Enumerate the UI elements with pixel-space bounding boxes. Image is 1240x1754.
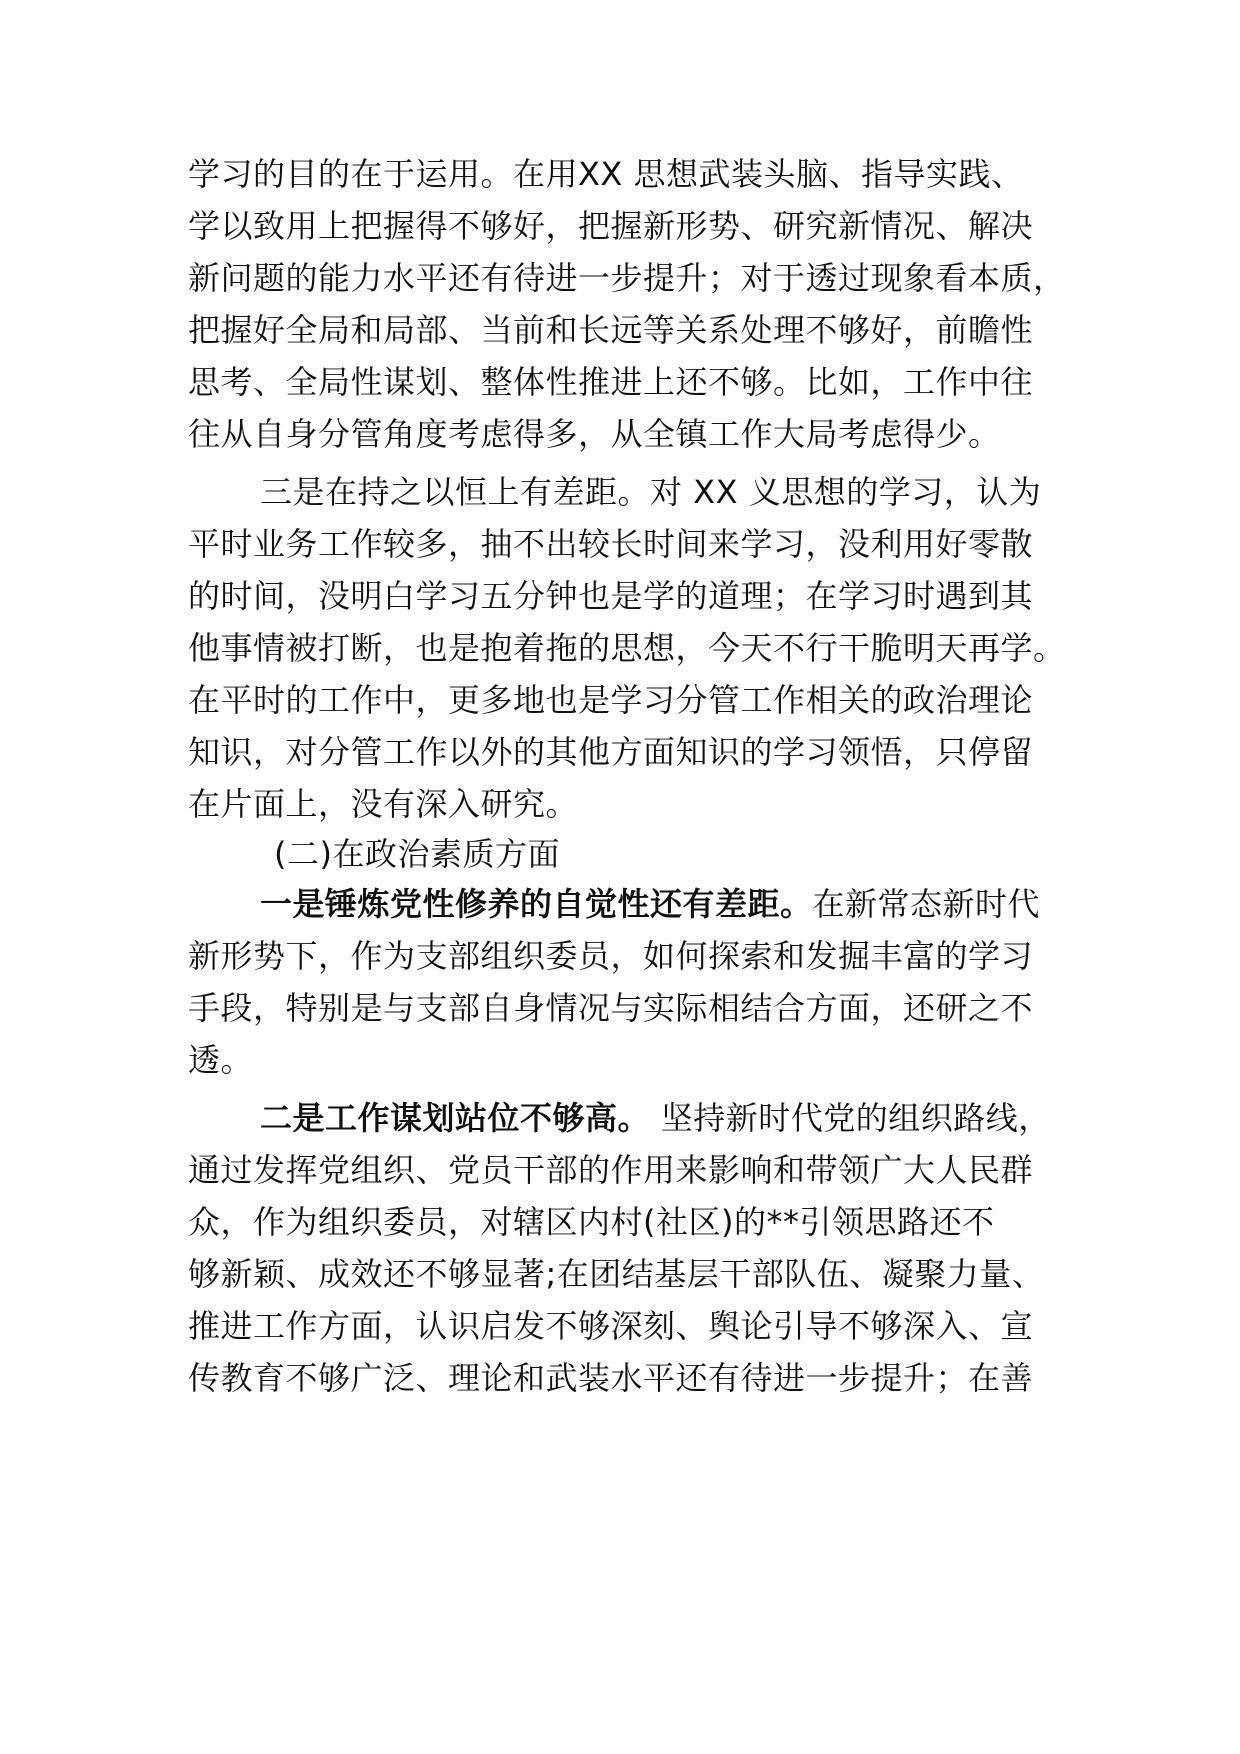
paragraph-line-rest: 坚持新时代党的组织路线，	[650, 1099, 1051, 1137]
document-body	[188, 155, 1068, 1397]
paragraph-line: 众，作为组织委员，对辖区内村(社区)的**引领思路还不	[188, 1203, 995, 1241]
paragraph-line: 思考、全局性谋划、整体性推进上还不够。比如，工作中往	[188, 363, 1034, 401]
paragraph-line: 推进工作方面，认识启发不够深刻、舆论引导不够深入、宣	[188, 1307, 1034, 1345]
paragraph-line: 在平时的工作中，更多地也是学习分管工作相关的政治理论	[188, 681, 1034, 719]
paragraph-line: 新形势下，作为支部组织委员，如何探索和发掘丰富的学习	[188, 937, 1034, 975]
paragraph-line: 学习的目的在于运用。在用XX 思想武装头脑、指导实践、	[188, 155, 1024, 193]
paragraph-line: 往从自身分管角度考虑得多，从全镇工作大局考虑得少。	[188, 415, 1001, 453]
paragraph-line: 他事情被打断，也是抱着拖的思想，今天不行干脆明天再学。	[188, 629, 1066, 667]
paragraph-line: 的时间，没明白学习五分钟也是学的道理；在学习时遇到其	[188, 577, 1034, 615]
paragraph-1	[188, 155, 1068, 453]
paragraph-lead: 二是工作谋划站位不够高。	[260, 1099, 651, 1137]
paragraph-first-line	[188, 885, 1068, 923]
section-heading-text: (二)在政治素质方面	[274, 835, 560, 873]
paragraph-4	[188, 1099, 1068, 1397]
paragraph-line: 传教育不够广泛、理论和武装水平还有待进一步提升；在善	[188, 1359, 1034, 1397]
paragraph-line: 手段，特别是与支部自身情况与实际相结合方面，还研之不	[188, 989, 1034, 1027]
paragraph-line-rest: 在新常态新时代	[812, 885, 1041, 923]
paragraph-line: 在片面上，没有深入研究。	[188, 785, 579, 823]
paragraph-line: 够新颖、成效还不够显著;在团结基层干部队伍、凝聚力量、	[188, 1255, 1045, 1293]
paragraph-line: 透。	[188, 1041, 254, 1079]
paragraph-line: 通过发挥党组织、党员干部的作用来影响和带领广大人民群	[188, 1151, 1034, 1189]
paragraph-2	[188, 473, 1068, 823]
paragraph-line: 把握好全局和局部、当前和长远等关系处理不够好，前瞻性	[188, 311, 1034, 349]
paragraph-lead: 一是锤炼党性修养的自觉性还有差距。	[260, 885, 813, 923]
paragraph-line: 学以致用上把握得不够好，把握新形势、研究新情况、解决	[188, 207, 1034, 245]
paragraph-3	[188, 885, 1068, 1079]
paragraph-first-line	[188, 1099, 1068, 1137]
paragraph-line: 新问题的能力水平还有待进一步提升；对于透过现象看本质，	[188, 259, 1066, 297]
section-heading	[188, 835, 1068, 873]
paragraph-line: 三是在持之以恒上有差距。对 XX 义思想的学习，认为	[260, 473, 1042, 511]
paragraph-line: 知识，对分管工作以外的其他方面知识的学习领悟，只停留	[188, 733, 1034, 771]
paragraph-line: 平时业务工作较多，抽不出较长时间来学习，没利用好零散	[188, 525, 1034, 563]
